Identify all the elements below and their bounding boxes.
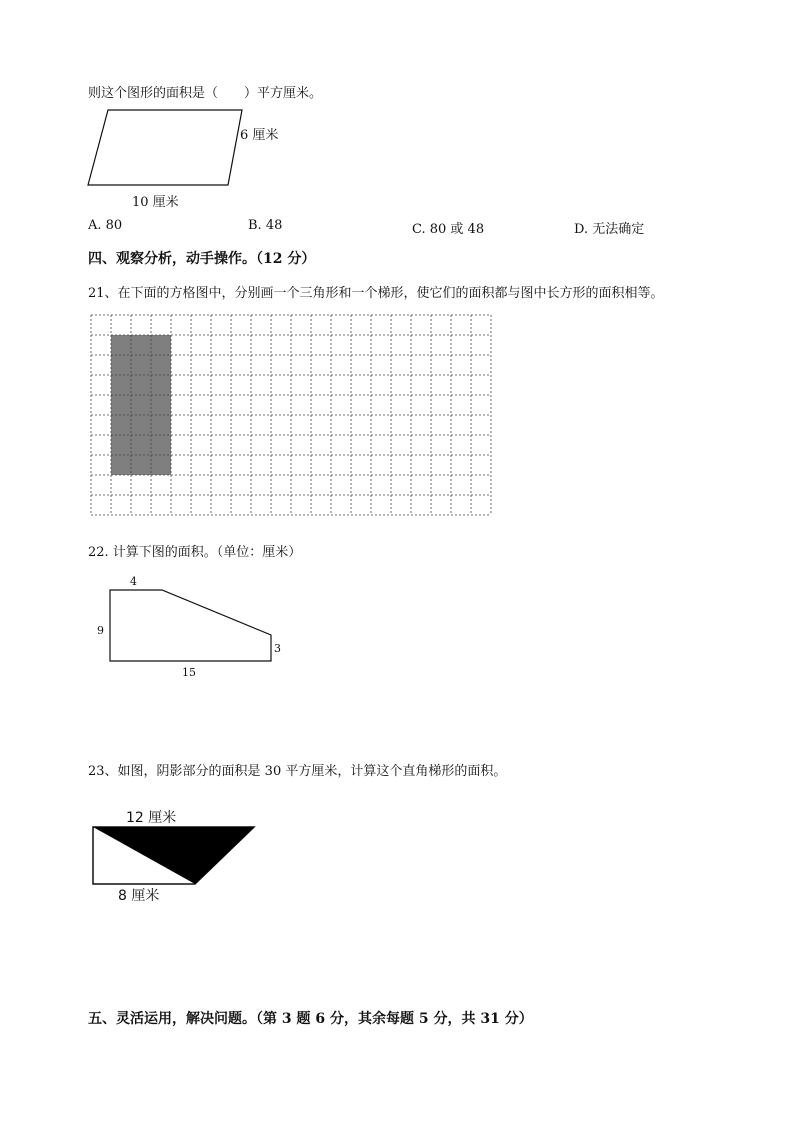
label-bottom: 15 — [182, 666, 196, 679]
q22-stem: 22. 计算下图的面积。（单位：厘米） — [88, 545, 302, 560]
q20-option-d: D. 无法确定 — [574, 222, 645, 237]
right-trapezoid-figure — [88, 805, 268, 905]
q20-option-b: B. 48 — [248, 218, 283, 233]
shaded-rectangle — [111, 335, 171, 475]
q21-stem: 21、在下面的方格图中，分别画一个三角形和一个梯形，使它们的面积都与图中长方形的面积相等。 — [88, 286, 664, 301]
square-grid — [90, 314, 492, 524]
q20-option-c: C. 80 或 48 — [412, 222, 485, 237]
section-4-title: 四、观察分析，动手操作。（12 分） — [88, 251, 316, 267]
parallelogram-figure — [80, 104, 300, 214]
composite-shape — [110, 590, 271, 661]
parallelogram-shape — [88, 110, 242, 185]
label-left: 9 — [97, 624, 104, 637]
parallelogram-base-label: 10 厘米 — [132, 195, 179, 210]
q20-option-a: A. 80 — [88, 218, 123, 233]
q20-stem: 则这个图形的面积是（ ）平方厘米。 — [88, 86, 323, 101]
parallelogram-side-label: 6 厘米 — [240, 128, 279, 143]
grid-lines — [91, 315, 491, 515]
q23-stem: 23、如图，阴影部分的面积是 30 平方厘米，计算这个直角梯形的面积。 — [88, 764, 507, 779]
label-right: 3 — [274, 642, 281, 655]
label-top: 4 — [130, 575, 137, 588]
label-bottom-8cm: 8 厘米 — [118, 888, 160, 904]
trapezoid-composite-figure — [90, 572, 300, 682]
section-5-title: 五、灵活运用，解决问题。（第 3 题 6 分，其余每题 5 分，共 31 分） — [88, 1011, 533, 1027]
label-top-12cm: 12 厘米 — [126, 810, 177, 826]
